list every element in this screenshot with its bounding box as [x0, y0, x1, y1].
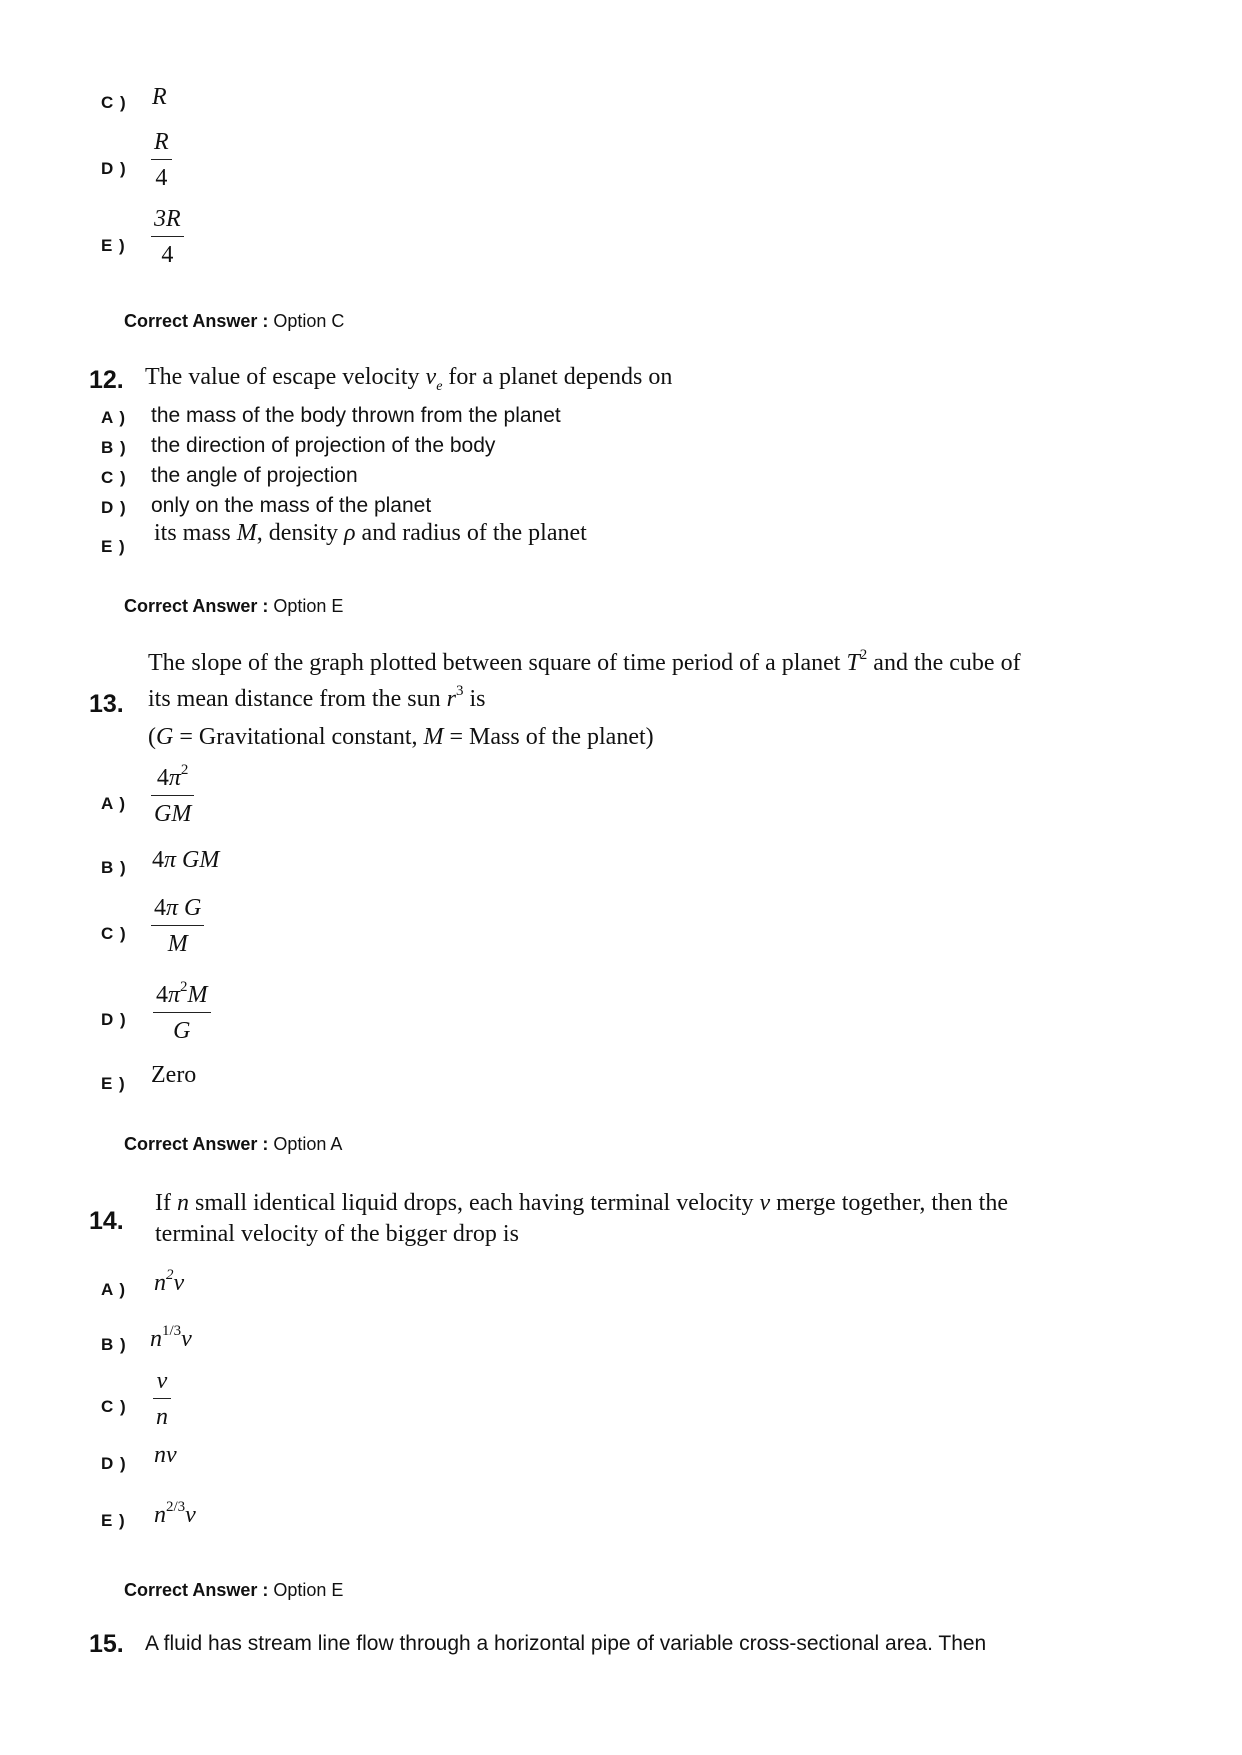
option-label: A ) [101, 794, 127, 813]
question-number: 15. [89, 1630, 124, 1658]
option-b-math: 4π GM [152, 847, 220, 873]
question-stem-line: its mean distance from the sun $r^3$ is [148, 683, 486, 712]
correct-answer: Correct Answer : Option E [124, 596, 344, 616]
option-label: E ) [101, 1511, 126, 1530]
option-label: E ) [101, 537, 126, 556]
option-a-fraction: $4\pi^2$ GM [151, 766, 194, 826]
option-text: only on the mass of the planet [151, 494, 432, 517]
option-c-fraction: 4π G M [151, 896, 204, 956]
question-number: 12. [89, 366, 124, 394]
option-a-math: $n^2v$ [154, 1267, 185, 1296]
option-text: the direction of projection of the body [151, 434, 496, 457]
option-text: the mass of the body thrown from the planet [151, 404, 561, 427]
question-stem-line: The slope of the graph plotted between square of time period of a planet $T^2$ and the cube of [148, 647, 1021, 676]
option-d-fraction: R 4 [151, 130, 172, 190]
question-stem-line: terminal velocity of the bigger drop is [155, 1221, 519, 1247]
option-label: E ) [101, 1074, 126, 1093]
option-label: C ) [101, 93, 127, 112]
option-text: its mass M, density ρ and radius of the planet [154, 520, 587, 546]
option-label: A ) [101, 408, 127, 427]
option-label: C ) [101, 924, 127, 943]
option-label: B ) [101, 438, 127, 457]
correct-answer: Correct Answer : Option A [124, 1134, 343, 1154]
option-label: C ) [101, 468, 127, 487]
question-stem: The value of escape velocity $v_e$ for a planet depends on [145, 364, 673, 394]
option-e-fraction: 3R 4 [151, 207, 184, 267]
option-c-fraction: v n [153, 1369, 171, 1429]
question-stem-line: If n small identical liquid drops, each having terminal velocity v merge together, then the [155, 1190, 1008, 1216]
question-number: 13. [89, 690, 124, 718]
option-label: D ) [101, 159, 127, 178]
question-stem-line: (G = Gravitational constant, M = Mass of the planet) [148, 724, 654, 750]
option-label: B ) [101, 858, 127, 877]
question-stem: A fluid has stream line flow through a horizontal pipe of variable cross-sectional area. Then [145, 1632, 987, 1655]
option-label: E ) [101, 236, 126, 255]
option-c-math: R [152, 84, 167, 110]
question-number: 14. [89, 1207, 124, 1235]
option-e-math: $n^{2/3}v$ [154, 1499, 196, 1528]
option-label: C ) [101, 1397, 127, 1416]
option-text: the angle of projection [151, 464, 358, 487]
option-text: Zero [151, 1062, 197, 1088]
option-label: B ) [101, 1335, 127, 1354]
option-label: D ) [101, 498, 127, 517]
option-label: A ) [101, 1280, 127, 1299]
option-label: D ) [101, 1454, 127, 1473]
option-d-math: nv [154, 1442, 177, 1468]
correct-answer: Correct Answer : Option C [124, 311, 345, 331]
option-d-fraction: $4\pi^2M$ G [153, 983, 211, 1043]
option-b-math: $n^{1/3}v$ [150, 1323, 192, 1352]
option-label: D ) [101, 1010, 127, 1029]
correct-answer: Correct Answer : Option E [124, 1580, 344, 1600]
